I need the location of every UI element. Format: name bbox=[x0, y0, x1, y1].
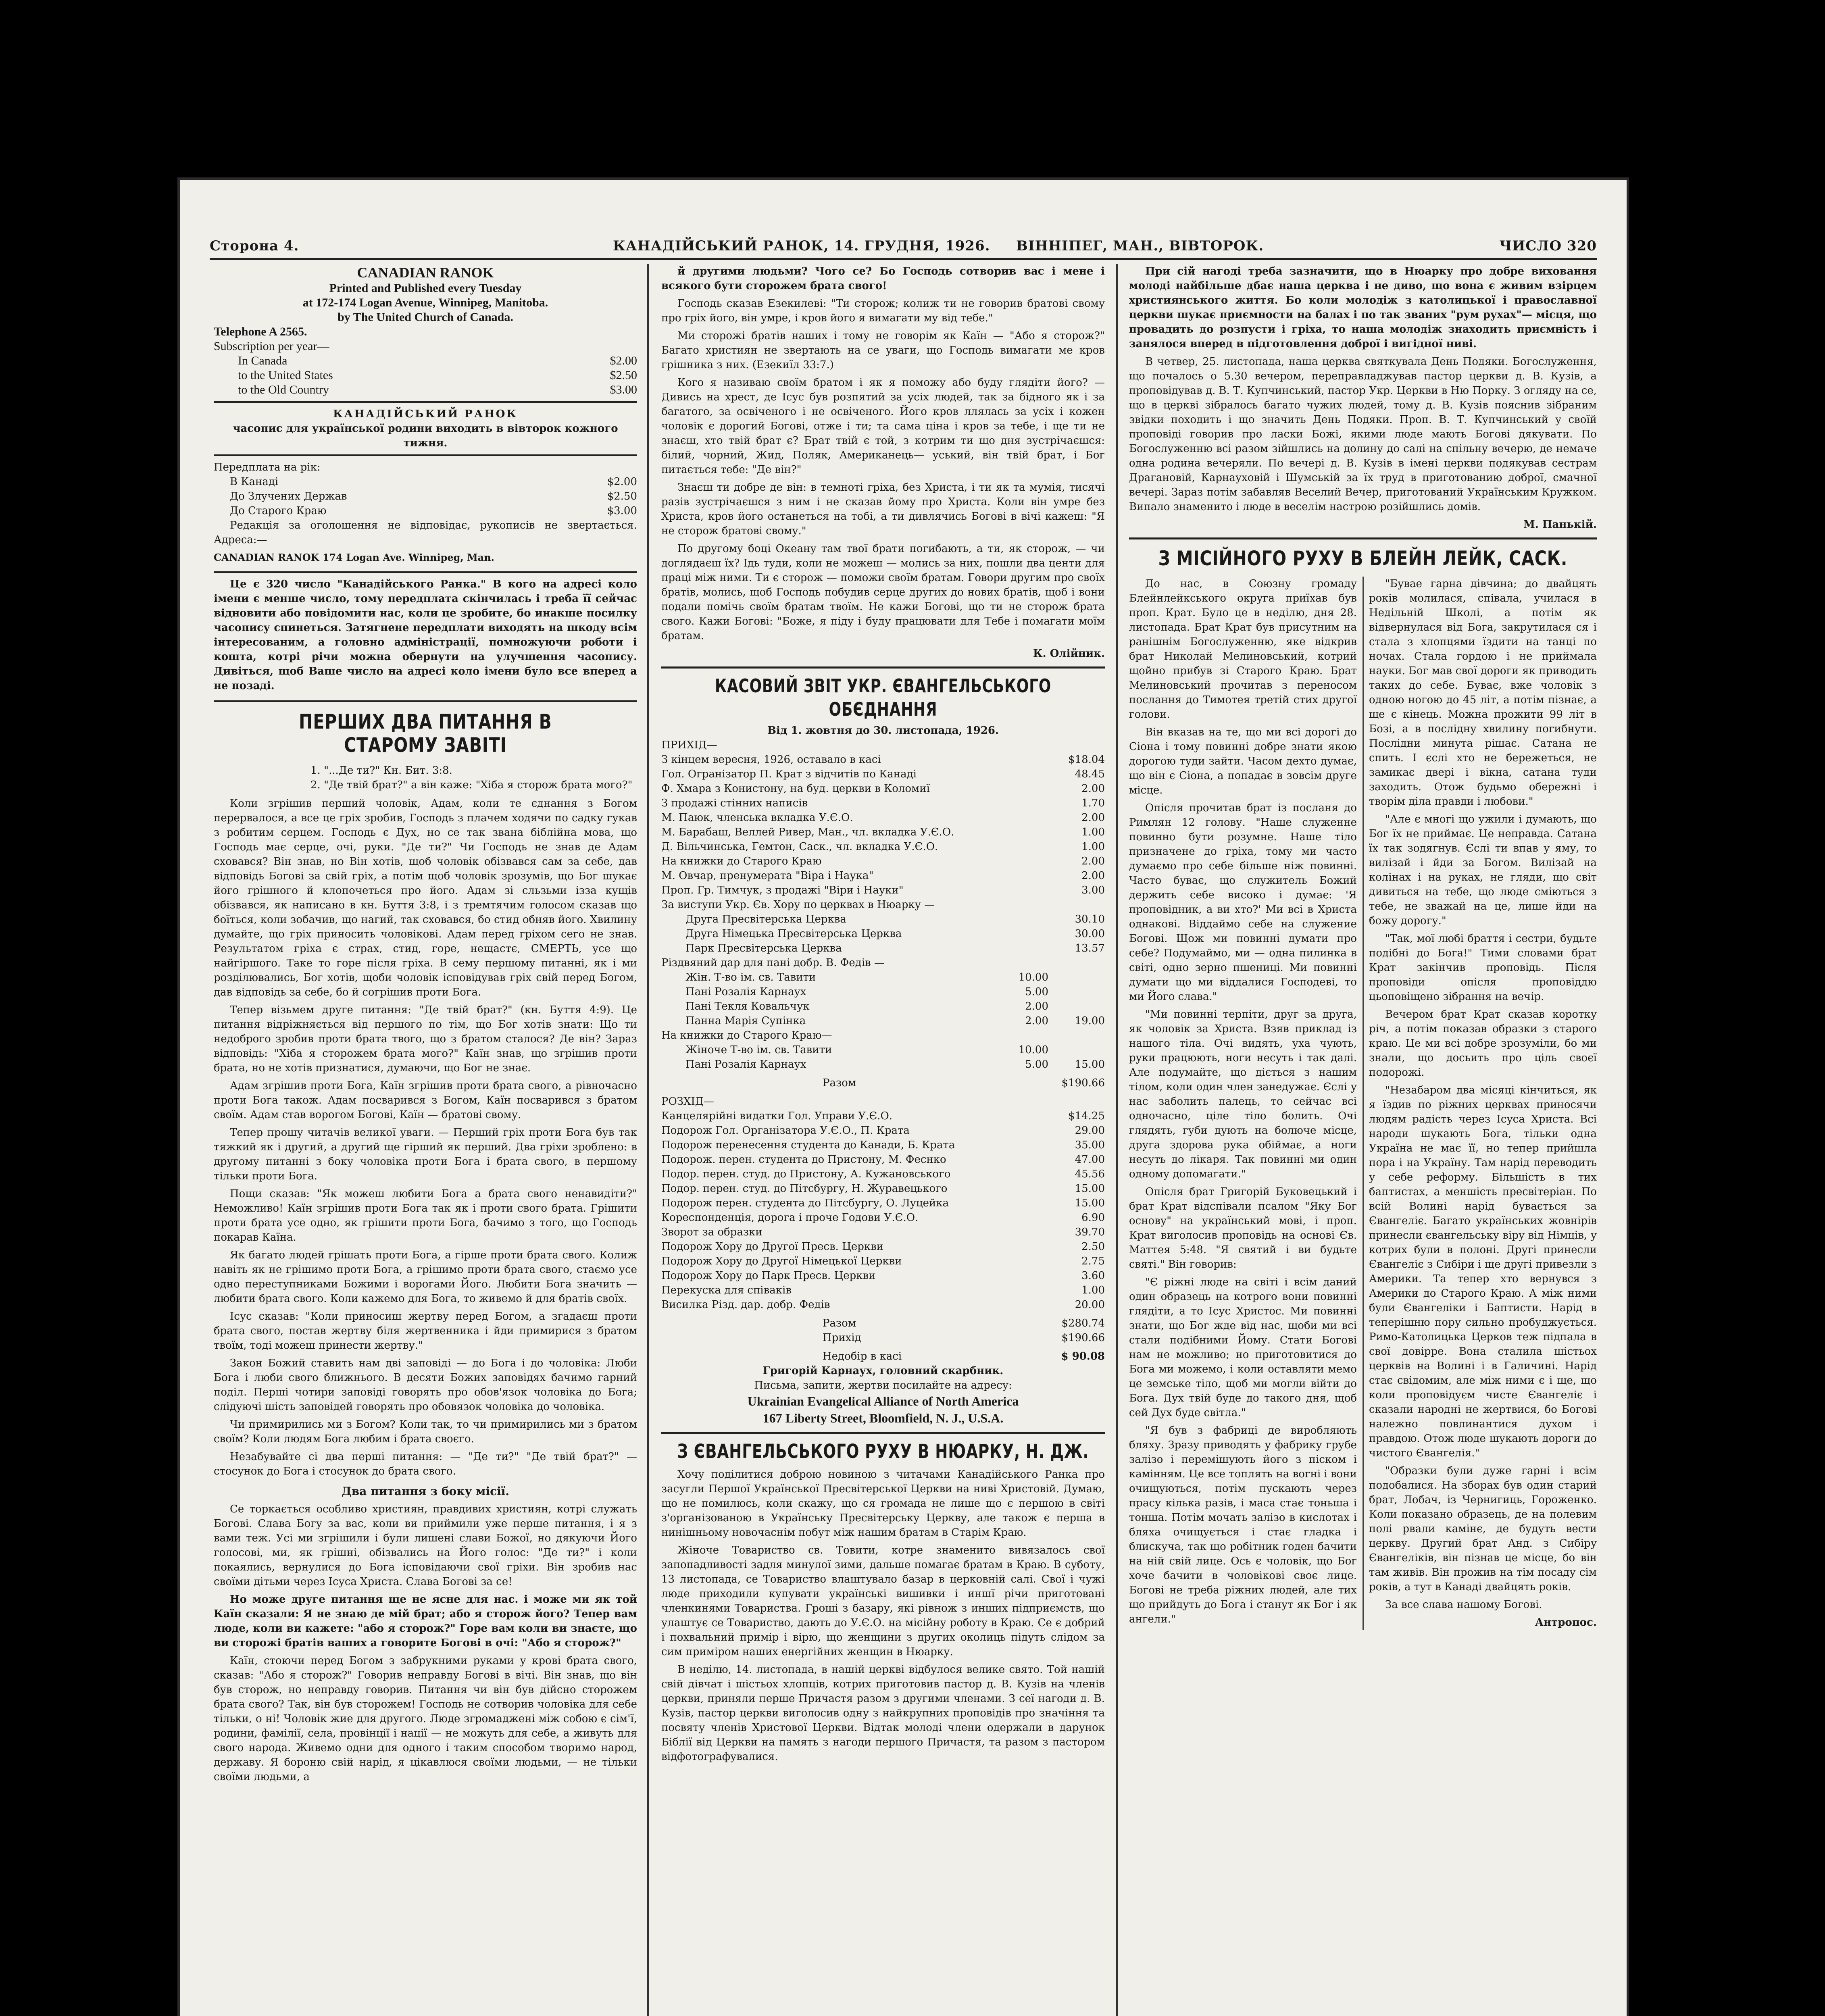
ledger-amount: 48.45 bbox=[1075, 768, 1105, 780]
ledger-label: З кінцем вересня, 1926, оставало в касі bbox=[661, 754, 881, 766]
paragraph: Но може друге питання ще не ясне для нас. і може ми як той Каїн сказали: Я не знаю де мій брат; або я сторож його? Тепер вам люде, коли ви кажете: "або я сторож?" Горе вам коли ви знаєте, що ви сторожі братів ваших а говорите Богові в очі: "Або я сторож?" bbox=[214, 1593, 637, 1649]
ledger-amount: 2.00 bbox=[1081, 870, 1105, 882]
paragraph: При сій нагоді треба зазначити, що в Нюарку про добре виховання молоді найбільше дбає наша церква і не диво, що вона є живим взірцем християнського життя. Бо коли молодіж з католицької і православної церкви шукає приємности на балах і по так званих "рум рухах"— місця, що провадить до розпусти і гріха, то наша молодіж знаходить приємність і занялося вперед в підготовлення доброї і вигідної ниві. bbox=[1129, 265, 1597, 350]
signature-antropos: Антропос. bbox=[1535, 1616, 1597, 1629]
ledger-label: Подорож перен. студента до Пітсбургу, О. Луцейка bbox=[661, 1197, 949, 1209]
ledger-row bbox=[661, 1138, 1105, 1152]
paragraph: Кого я називаю своїм братом і як я поможу або буду глядіти його? — Дивись на хрест, де Ісус був розпятий за усіх людей, так за бідного як і за багатого, за освіченого і не освіченого. Його кров ллялась за усіх і кожен чоловік є дорогий Богові, отже і ти; та сама ціна і кров за тебе, і ще ти не знаєш, хто твій брат є? Брат твій є той, з котрим ти що дня зустрічаєшся: білий, чорний, Жид, Поляк, Американець— уський, він твій брат, і Бог питається тебе: "Де він?" bbox=[661, 377, 1105, 476]
ledger-amount: 2.00 bbox=[1081, 783, 1105, 795]
ledger-amount: 3.00 bbox=[1081, 884, 1105, 896]
expense-total-row: Разом $280.74 bbox=[823, 1317, 1105, 1329]
article-title-first-two-questions: ПЕРШИХ ДВА ПИТАННЯ В СТАРОМУ ЗАВІТІ bbox=[299, 710, 552, 757]
ledger-subamount: 10.00 bbox=[1018, 971, 1048, 983]
letters-note: Письма, запити, жертви посилайте на адресу: bbox=[754, 1379, 1012, 1391]
paragraph: Опісля брат Григорій Буковецький і брат Крат відспівали псалом "Яку Бог основу" на український мові, і проп. Крат виголосив проповідь на основі Єв. Маттея 5:48. "Я святий і ви будьте святі." Він говорив: bbox=[1129, 1186, 1357, 1270]
ledger-row bbox=[661, 1043, 1105, 1057]
ledger-label: Подорож перенесення студента до Канади, Б. Крата bbox=[661, 1139, 955, 1151]
ledger-amount bbox=[1052, 970, 1105, 985]
ledger-label: За виступи Укр. Єв. Хору по церквах в Нюарку — bbox=[661, 899, 935, 911]
ledger-row bbox=[661, 1181, 1105, 1196]
ledger-label: Пані Розалія Карнаух bbox=[685, 986, 806, 998]
ledger-row bbox=[661, 1297, 1105, 1312]
ledger-row bbox=[661, 810, 1105, 825]
ledger-label: Подорож Хору до Парк Пресв. Церкви bbox=[661, 1270, 876, 1282]
ledger-label: Висилка Різд. дар. добр. Федів bbox=[661, 1299, 830, 1311]
ledger-row bbox=[661, 1268, 1105, 1283]
place-date: ВІННІПЕГ, МАН., ВІВТОРОК. bbox=[1016, 238, 1264, 254]
ledger-amount: 2.50 bbox=[1081, 1241, 1105, 1253]
ledger-row bbox=[661, 927, 1105, 941]
expense-table bbox=[661, 1109, 1105, 1312]
income-table bbox=[661, 752, 1105, 1072]
paragraph: Незабувайте сі два перші питання: — "Де ти?" "Де твій брат?" — стосунок до Бога і стосунок до брата свого. bbox=[214, 1451, 637, 1477]
ledger-amount: 13.57 bbox=[1075, 942, 1105, 954]
page-number: Сторона 4. bbox=[210, 238, 299, 254]
paragraph: "Я був з фабриці де виробляють бляху. Зразу приводять у фабрику грубе залізо і перемішують його з піском і камінням. Це все топлять на вогні і вони очищуються, потім пускають через прасу кілька разів, і маса стає тоньша і тонша. Потім мочать залізо в кислотах і бляха очищується і стає гладка і блискуча, так що робітник годен бачити на ній свій лице. Ось є чоловік, що Бог хоче бачити в чоловікові своє лице. Богові не треба ріжних людей, але тих що прийдуть до Бога і станут як Бог і як ангели." bbox=[1129, 1425, 1357, 1625]
ledger-amount: 15.00 bbox=[1075, 1058, 1105, 1070]
blaine-lake-title: З МІСІЙНОГО РУХУ В БЛЕЙН ЛЕЙК, САСК. bbox=[1158, 547, 1568, 570]
paragraph: За все слава нашому Богові. bbox=[1385, 1599, 1542, 1611]
ledger-row bbox=[661, 767, 1105, 781]
ledger-label: М. Овчар, пренумерата "Віра і Наука" bbox=[661, 870, 874, 882]
newspaper-page bbox=[177, 177, 1629, 2016]
ledger-amount bbox=[1052, 1043, 1105, 1057]
column-3 bbox=[1129, 264, 1597, 2016]
ledger-amount: 20.00 bbox=[1075, 1299, 1105, 1311]
ledger-subamount bbox=[996, 883, 1048, 898]
ledger-amount: 47.00 bbox=[1075, 1154, 1105, 1166]
ledger-subamount bbox=[996, 796, 1048, 810]
paragraph: Тепер прошу читачів великої уваги. — Перший гріх проти Бога був так тяжкий як і другий, а другий ще гірший як перший. Два гріхи зроблено: в другому питанні з боку чоловіка проти Бога і брата свого, в першому тільки проти Бога. bbox=[214, 1127, 637, 1182]
paragraph: "Так, мої любі браття і сестри, будьте подібні до Бога!" Тими словами брат Крат закінчив проповідь. Після проповіди опісля проповіддю цьоповіщено зібрання на вечір. bbox=[1369, 933, 1597, 1003]
ledger-subamount bbox=[996, 1028, 1048, 1043]
ledger-row bbox=[661, 898, 1105, 912]
paragraph: Тепер візьмем друге питання: "Де твій брат?" (кн. Буття 4:9). Це питання відріжняється від першого по тім, що Бог хотів знати: Що ти недоброго зробив проти брата твого, що з братом сталося? Де він? Зараз відповідь: "Хіба я сторожем брата мого?" Каїн знав, що згрішив проти брата, но не хотів признатися, думаючи, що Бог не знає. bbox=[214, 1004, 637, 1074]
ledger-amount bbox=[1052, 898, 1105, 912]
column-1 bbox=[214, 264, 637, 2016]
ledger-subamount bbox=[996, 781, 1048, 796]
ledger-subamount bbox=[996, 927, 1048, 941]
ledger-row bbox=[661, 956, 1105, 970]
ledger-label: Різдвяний дар для пані добр. В. Федів — bbox=[661, 957, 885, 969]
ledger-row bbox=[661, 1123, 1105, 1138]
ledger-amount: 35.00 bbox=[1075, 1139, 1105, 1151]
paragraph: й другими людьми? Чого се? Бо Господь сотворив вас і мене і всякого бути сторожем брата свого! bbox=[661, 265, 1105, 292]
ledger-label: Подор. перен. студ. до Пристону, А. Кужановського bbox=[661, 1168, 951, 1180]
paragraph: Як багато людей грішать проти Бога, а гірше проти брата свого. Колиж навіть як не грішимо проти Бога, а грішимо проти брата свого, стаємо усе одно переступниками Божими і ворогами Його. Любити Бога значить — любити брата свого. Коли кажемо для Бога, то живемо й для братів своїх. bbox=[214, 1249, 637, 1305]
paragraph: Адам згрішив проти Бога, Каїн згрішив проти брата свого, а рівночасно проти Бога також. Адам посварився з Богом, Каїн посварився з братом своїм. Адам став ворогом Богові, Каїн — братові свому. bbox=[214, 1080, 637, 1121]
paragraph: До нас, в Союзну громаду Блейнлейкського округа приїхав був проп. Крат. Було це в неділю, дня 28. листопада. Брат Крат був присутним на ранішнім Богослуженню, яке відкрив брат Николай Мелиновський, котрий щойно прибув зі Старого Краю. Брат Мелиновський прочитав з переносом послання до Тимотея третій стих другої голови. bbox=[1129, 578, 1357, 721]
ledger-label: Подор. перен. студ. до Пітсбургу, Н. Журавецького bbox=[661, 1183, 948, 1195]
ledger-amount: 29.00 bbox=[1075, 1125, 1105, 1137]
ledger-subamount bbox=[996, 868, 1048, 883]
paragraph: Господь сказав Езекилеві: "Ти сторож; колиж ти не говорив братові свому про гріх його, він умре, і кров його я вимагати му від тебе." bbox=[661, 298, 1105, 324]
paragraph: Хочу поділитися доброю новиною з читачами Канадійського Ранка про засугли Першої Української Пресвітерської Церкви на ниві Христовій. Думаю, що не помилюсь, коли скажу, що ся громада не лише що є першою в світі з'організованою в Українську Пресвітерську Церкву, але також є перша в нинішньому новочаснім побут між нашим братам в Старім Краю. bbox=[661, 1468, 1105, 1539]
paragraph: Жіноче Товариство св. Товити, котре знаменито вивязалось свої запопадливості задля минулої зими, дальше помагає братам в Краю. В суботу, 13 листопада, се Товариство влаштувало базар в церковній салі. Свої і чужі люде приходили купувати українські вишивки і иншї річи приготовані членкинями Товариства. Гроші з базару, які рівнож з инших підприємств, що улаштує се Товариство, дають до У.Є.О. на місійну роботу в Краю. Се є добрий і похвальний примір і вірю, що женщини з других околиць підуть слідом за сим приміром наших енергійних женщин в Нюарку. bbox=[661, 1544, 1105, 1658]
ledger-label: На книжки до Старого Краю— bbox=[661, 1029, 832, 1041]
ledger-row bbox=[661, 985, 1105, 999]
ledger-subamount: 10.00 bbox=[1018, 1044, 1048, 1056]
ledger-subamount bbox=[996, 810, 1048, 825]
ledger-amount: $18.04 bbox=[1068, 754, 1105, 766]
english-title: CANADIAN RANOK bbox=[357, 264, 494, 281]
ledger-row bbox=[661, 868, 1105, 883]
newark-title: З ЄВАНГЕЛЬСЬКОГО РУХУ В НЮАРКУ, Н. ДЖ. bbox=[677, 1440, 1089, 1463]
ledger-subamount: 2.00 bbox=[1025, 1000, 1048, 1012]
ledger-row bbox=[661, 1225, 1105, 1239]
epigraph-2: 2. "Де твій брат?" а він каже: "Хіба я сторож брата мого?" bbox=[310, 779, 633, 791]
ledger-amount: 1.00 bbox=[1081, 1284, 1105, 1296]
ledger-row bbox=[661, 1167, 1105, 1181]
ledger-subamount bbox=[996, 752, 1048, 767]
column-rule-1 bbox=[647, 264, 649, 2016]
ledger-subamount bbox=[996, 854, 1048, 868]
treasurer: Григорій Карнаух, головний скарбник. bbox=[762, 1365, 1004, 1377]
ledger-subamount bbox=[996, 912, 1048, 927]
issue-number: ЧИСЛО 320 bbox=[1499, 238, 1597, 254]
ledger-row bbox=[661, 1057, 1105, 1072]
cash-report-title: КАСОВИЙ ЗВІТ УКР. ЄВАНГЕЛЬСЬКОГО ОБЄДНАННЯ bbox=[715, 675, 1052, 720]
ledger-label: Перекуска для співаків bbox=[661, 1284, 792, 1296]
subscription-header: Subscription per year— bbox=[214, 339, 329, 353]
ledger-row bbox=[661, 839, 1105, 854]
ledger-amount: 3.60 bbox=[1081, 1270, 1105, 1282]
ledger-row bbox=[661, 1283, 1105, 1297]
ledger-amount: 45.56 bbox=[1075, 1168, 1105, 1180]
paragraph: Се торкається особливо християн, правдивих християн, котрі служать Богові. Слава Богу за вас, коли ви приймили уже перше питання, і я з вами теж. Усі ми згрішили і були лишені слави Божої, но дякуючи Його голосові, ми, як грішні, обізвались на Його голос: "Де ти?" і коли покаялись, вернулися до Бога ісповідаючи свої гріхи. Він зробив нас своїми дітьми через Ісуса Христа. Слава Богові за се! bbox=[214, 1503, 637, 1588]
ledger-label: Парк Пресвітерська Церква bbox=[685, 942, 842, 954]
ledger-amount: 30.10 bbox=[1075, 913, 1105, 925]
ledger-label: М. Барабаш, Веллей Ривер, Ман., чл. вкладка У.Є.О. bbox=[661, 826, 954, 838]
income-label: ПРИХІД— bbox=[661, 739, 717, 751]
ledger-label: З продажі стінних написів bbox=[661, 797, 808, 809]
ledger-row bbox=[661, 781, 1105, 796]
ledger-row bbox=[661, 1196, 1105, 1210]
paragraph: Опісля прочитав брат із посланя до Римлян 12 голову. "Наше служенне повинно бути розумне. Наше тіло призначене до гріха, тому ми часто думаємо про себе більше ніж повинні. Часто буває, що служитель Божий держить себе високо і думає: 'Я проповідник, а ви хто?' Ми всі в Христа однакові. Віддаймо себе на служение Богові. Щож ми повинні думати про себе? Подумаймо, ми — одна пилинка в світі, одно зерно пшениці. Ми повинні думати що ми віддалися Господеві, то ми Його слава." bbox=[1129, 802, 1357, 1003]
renewal-notice: Це є 320 число "Канадійського Ранка." В кого на адресі коло імени є менше число, тому передплата скінчилась і треба її сейчас відновити або повідомити нас, коли це зробите, бо инакше посилку часопису спинеться. Затягнене передплати виходять на шкоду всім інтересованим, а головно адміністрації, помножуючи роботи і кошта, котрі річи можна обернути на улучшення часопису. Дивіться, щоб Ваше число на адресі коло імени було все вперед а не позаді. bbox=[214, 578, 637, 692]
ledger-label: Пані Розалія Карнаух bbox=[685, 1058, 806, 1070]
ledger-amount: 30.00 bbox=[1075, 928, 1105, 940]
paragraph: Знаєш ти добре де він: в темноті гріха, без Христа, і ти як та мумія, тисячі разів зустрічаєшся з ним і не сказав йому про Христа. Коли він умре без Христа, кров його останеться на тобі, а ти дивлячись Богові в вічі кажеш: "Я не сторож братові свому." bbox=[661, 481, 1105, 537]
ledger-row bbox=[661, 999, 1105, 1014]
ledger-row bbox=[661, 796, 1105, 810]
ledger-row bbox=[661, 854, 1105, 868]
ledger-row bbox=[661, 1028, 1105, 1043]
editorial-note: Редакція за оголошення не відповідає, рукописів не звертається. Адреса:— bbox=[214, 519, 637, 546]
ledger-row bbox=[661, 1210, 1105, 1225]
ledger-row bbox=[661, 752, 1105, 767]
ledger-label: М. Паюк, членська вкладка У.Є.О. bbox=[661, 812, 853, 824]
ledger-subamount: 5.00 bbox=[1025, 1058, 1048, 1070]
expense-label: РОЗХІД— bbox=[661, 1095, 714, 1108]
paragraph: Пощи сказав: "Як можеш любити Бога а брата свого ненавидіти?" Неможливо! Каїн згрішив проти Бога так як і проти свого брата. Грішити проти брата усе одно, як грішити проти Бога, бачимо з того, що Господь покарав Каїна. bbox=[214, 1188, 637, 1243]
ledger-row bbox=[661, 970, 1105, 985]
ledger-amount: 6.90 bbox=[1081, 1212, 1105, 1224]
ledger-subamount bbox=[996, 898, 1048, 912]
ledger-label: Гол. Огранізатор П. Крат з відчитів по Канаді bbox=[661, 768, 917, 780]
income-repeat-row: Прихід $190.66 bbox=[823, 1332, 1105, 1344]
ledger-label: Подорож Хору до Другої Пресв. Церкви bbox=[661, 1241, 884, 1253]
ledger-amount: 1.00 bbox=[1081, 826, 1105, 838]
address-line: CANADIAN RANOK 174 Logan Ave. Winnipeg, Man. bbox=[214, 552, 495, 563]
ledger-label: Канцелярійні видатки Гол. Управи У.Є.О. bbox=[661, 1110, 893, 1122]
prepay-row: До Злучених Держав $2.50 bbox=[230, 490, 637, 502]
ledger-row bbox=[661, 941, 1105, 956]
paragraph: Каїн, стоючи перед Богом з забрукними руками у крові брата свого, сказав: "Або я сторож?" Говорив неправду Богові в вічі. Він знав, що він був сторож, но неправду говорив. Питання чи він був дійсно сторожем брата свого? Так, він був сторожем! Господь не сотворив чоловіка для себе тільки, о ні! Чоловік жие для другого. Люде згромаджені між собою є сім'ї, родини, фамілії, села, провінції і нації — не можуть для себе, а живуть для свого народа. Живемо одни для одного і таким способом творимо народ, державу. Я бороню свій нарід, я цікавлюся своїми людьми, — не тільки своїми людьми, а bbox=[214, 1655, 637, 1783]
ukrainian-title: КАНАДІЙСЬКИЙ РАНОК bbox=[333, 408, 518, 420]
ledger-subamount bbox=[996, 825, 1048, 839]
ledger-amount bbox=[1052, 1028, 1105, 1043]
ledger-subamount bbox=[996, 941, 1048, 956]
paragraph: "Ми повинні терпіти, друг за друга, як чоловік за Христа. Взяв приклад із нашого тіла. Очі видять, уха чують, руки працюють, ноги несуть і так далі. Але подумайте, що діється з нашим тілом, коли один член занедужає. Єслі у нас заболить палець, то сейчас всі одночасно, ціле тіло болить. Очі глядять, губи дують на болюче місце, друга здорова рука обіймає, а ноги несуть до лікаря. Так повинні ми один одному допомагати." bbox=[1129, 1008, 1357, 1180]
paragraph: В неділю, 14. листопада, в нашій церкві відбулося велике свято. Той нашій свій дівчат і шістьох хлопців, котрих приготовив пастор д. В. Кузів на членів церкви, приняли перше Причастя разом з другими членами. З сеї нагоди д. В. Кузів, пастор церкви виголосив одну з найкрупних проповідів про значіння та посвяту членів Христової Церкви. Відтак молоді члени одержали в дарунок Біблії від Церкви на память з нагоди першого Причастя, та разом з пастором відфотографувалися. bbox=[661, 1664, 1105, 1763]
paragraph: Закон Божий ставить нам дві заповіді — до Бога і до чоловіка: Люби Бога і люби свого ближнього. В десяти Божих заповідях бачимо гарний поділ. Перші чотири заповіді говорять про обов'язок чоловіка до Бога; слідуючі шість заповідей говорять про обовязок чоловіка до чоловіка. bbox=[214, 1357, 637, 1413]
telephone: Telephone A 2565. bbox=[214, 325, 307, 338]
ledger-subamount: 5.00 bbox=[1025, 986, 1048, 998]
deficit-row: Недобір в касі $ 90.08 bbox=[823, 1350, 1105, 1362]
ledger-amount: 15.00 bbox=[1075, 1183, 1105, 1195]
renewal-notice-box bbox=[214, 571, 637, 702]
signature-pankiy: М. Панькій. bbox=[1523, 519, 1597, 531]
ledger-label: На книжки до Старого Краю bbox=[661, 855, 822, 867]
paragraph: Ми сторожі братів наших і тому не говорім як Каїн — "Або я сторож?" Багато християн не звертають на се уваги, що Господь вимагати ме кров грішника з них. (Езекиїл 33:7.) bbox=[661, 330, 1105, 371]
ledger-label: Проп. Гр. Тимчук, з продажі "Віри і Науки" bbox=[661, 884, 904, 896]
paragraph: По другому боці Океану там твої брати погибають, а ти, як сторож, — чи доглядаєш їх? Ідь туди, коли не можеш — молись за них, пошли два центи для праці між ними. Ти є сторож — поможи своїм братам. Говори другим про своїх братів, молись, щоб Господь побудив серце других до нових братів, щоб і вони подали помічь своїм братам твоїм. Не кажи Богові, що ти не сторож брата свого. Кажи Богові: "Боже, я піду і буду працювати для Тебе і помагати моїм братам. bbox=[661, 543, 1105, 642]
ledger-row bbox=[661, 883, 1105, 898]
ledger-row bbox=[661, 1014, 1105, 1028]
subscription-row: to the United States $2.50 bbox=[238, 369, 637, 382]
ledger-amount: 1.00 bbox=[1081, 841, 1105, 853]
subscription-row: to the Old Country $3.00 bbox=[238, 383, 637, 396]
subheading-mission: Два питання з боку місії. bbox=[341, 1485, 510, 1498]
ledger-label: Жін. Т-во ім. св. Тавити bbox=[685, 971, 816, 983]
ledger-amount: 2.75 bbox=[1081, 1255, 1105, 1267]
report-period: Від 1. жовтня до 30. листопада, 1926. bbox=[767, 725, 999, 737]
income-total-row: Разом $190.66 bbox=[823, 1077, 1105, 1089]
blaine-lake-body bbox=[1129, 577, 1597, 1630]
paragraph: Вечером брат Крат сказав коротку річ, а потім показав образки з старого краю. Це ми всі добре зрозуміли, бо ми знали, що досьить про ціль своєї подорожі. bbox=[1369, 1008, 1597, 1079]
paragraph: "Образки були дуже гарні і всім подобалися. На зборах був один старий брат, Лобач, із Чернигиць, Гороженко. Коли показано образець, де на полевим полі рвали камінє, де будуть вести церкву. Другий брат Анд. з Сибіру Євангеліків, він пізнав це місце, бо він там живів. Він прожив на тім посаду сім років, а тут в Канаді двайцять років. bbox=[1369, 1465, 1597, 1593]
ledger-label: Панна Марія Супінка bbox=[685, 1015, 806, 1027]
ledger-label: Подорож Гол. Організатора У.Є.О., П. Крата bbox=[661, 1125, 910, 1137]
prepay-row: В Канаді $2.00 bbox=[230, 476, 637, 488]
english-line-2: at 172-174 Logan Avenue, Winnipeg, Manitoba. bbox=[302, 296, 548, 309]
ledger-amount: 1.70 bbox=[1081, 797, 1105, 809]
alliance-name: Ukrainian Evangelical Alliance of North America bbox=[747, 1394, 1019, 1408]
ledger-amount bbox=[1052, 985, 1105, 999]
paper-title: КАНАДІЙСЬКИЙ РАНОК, 14. ГРУДНЯ, 1926. bbox=[613, 238, 990, 254]
alliance-address: 167 Liberty Street, Bloomfield, N. J., U.S.A. bbox=[762, 1411, 1004, 1425]
paragraph: "Але є многі що ужили і думають, що Бог їх не приймає. Це неправда. Сатана їх так зодягнув. Єслі ти впав у яму, то вилізай і йди за Богом. Вилізай на колінах і на руках, не гляди, що світ дивиться на тебе, що люде сміються з тебе, не зважай на це, лише йди на божу дорогу." bbox=[1369, 813, 1597, 927]
ledger-label: Друга Німецька Пресвітерська Церква bbox=[685, 928, 902, 940]
ledger-amount bbox=[1052, 956, 1105, 970]
subscription-row: In Canada $2.00 bbox=[238, 354, 637, 367]
paragraph: "Бувае гарна дівчина; до двайцять років молилася, співала, училася в Недільній Школі, а потім як відвернулася від Бога, закрутилася ся і стала з хлопцями їздити на танці по ночах. Стала гордою і не приймала науки. Бог мав свої дороги як приводить таких до себе. Буває, вже чоловік з одною ногою до 45 літ, а потім пізнає, а ще є кінець. Можна прожити 99 літ в Бозі, а в послідну хвилину погибнути. Послідни минута рішає. Сатана не спить. І єслі хто не бережеться, не замикає двері і вікна, сатана туди заходить. Отож будьмо обережні і творім діла правди і любови." bbox=[1369, 578, 1597, 808]
ledger-subamount: 2.00 bbox=[1025, 1015, 1048, 1027]
english-line-3: by The United Church of Canada. bbox=[338, 310, 513, 324]
ledger-row bbox=[661, 1109, 1105, 1123]
paragraph: "Незабаром два місяці кінчиться, як я їздив по ріжних церквах приносячи людям радість через Ісуса Христа. Всі народи шукають Бога, тільки одна Україна не має її, но тепер прийшла пора і на Україну. Там нарід переводить у себе реформу. Більшість в тих баптистах, а меншість пресвітеріан. По всій Волині нарід бувається за Євангеліє. Багато українських жовнірів принесли євангельську віру від Німців, у котрих були в полоні. Другі принесли Євангеліє з Сибіри і ще другі привезли з Америки. Та тепер хто вернувся з Америки до Старого Краю. А між ними були Євангеліки і Баптисти. Нарід в теперішню пору сильно пробуджується. Римо-Католицька Церков теж підпала в свої довірре. Вона сталила шістьох церквів на Волині і в Галичині. Нарід стає свідомим, але між ними є і ще, що коли проповідуєм чисте Євангеліє і сказали народні не жертвися, бо Богові належно повлинантися духом і правдою. Отож люде шукають дороги до чистого Євангелія." bbox=[1369, 1084, 1597, 1459]
ledger-row bbox=[661, 825, 1105, 839]
ledger-label: Д. Вільчинська, Гемтон, Саск., чл. вкладка У.Є.О. bbox=[661, 841, 938, 853]
signature-oliynyk: К. Олійник. bbox=[1033, 648, 1105, 660]
ledger-subamount bbox=[996, 956, 1048, 970]
ledger-subamount bbox=[996, 767, 1048, 781]
ledger-label: Ф. Хмара з Конистону, на буд. церкви в Коломиї bbox=[661, 783, 930, 795]
ledger-amount: 19.00 bbox=[1075, 1015, 1105, 1027]
ledger-label: Кореспонденція, дорога і проче Годови У.Є.О. bbox=[661, 1212, 919, 1224]
ledger-amount: 2.00 bbox=[1081, 855, 1105, 867]
ledger-label: Жіноче Т-во ім. св. Тавити bbox=[685, 1044, 832, 1056]
prepay-row: До Старого Краю $3.00 bbox=[230, 505, 637, 517]
ledger-label: Друга Пресвітерська Церква bbox=[685, 913, 846, 925]
masthead bbox=[210, 234, 1597, 260]
ledger-amount: 15.00 bbox=[1075, 1197, 1105, 1209]
paragraph: "Є ріжні люде на світі і всім даний один образець на котрого вони повинні глядіти, а то Ісус Христос. Ми повинні знати, що Бог жде від нас, щоби ми всі стали подібними Йому. Стати Богові нам не можливо; но приготовитися до Бога ми можемо, і коли оставляти мемо це земське тіло, щоб ми могли війти до Бога. Дух твій буде до такого дня, щоб сей Дух буде світла." bbox=[1129, 1276, 1357, 1419]
ledger-row bbox=[661, 912, 1105, 927]
ledger-amount: 39.70 bbox=[1075, 1226, 1105, 1238]
ledger-label: Подорож Хору до Другої Німецької Церкви bbox=[661, 1255, 902, 1267]
epigraph-1: 1. "...Де ти?" Кн. Бит. 3:8. bbox=[310, 764, 452, 777]
prepay-header: Передплата на рік: bbox=[214, 461, 321, 473]
paragraph: Коли згрішив перший чоловік, Адам, коли те єднання з Богом перервалося, а все це гріх зробив, Господь з плачем ходячи по садку гукав з робитим серцем. Господь є Дух, но се так звана біблійна мова, що Господь має серце, очі, руки. "Де ти?" Чи Господь не знав де Адам сховався? Він знав, но Він хотів, щоб чоловік обізвався сам за себе, дав відповідь Богові за свій гріх, а потім щоб чоловік зрозумів, що Бог шукає його грішного й клопочеться про його. Адам зі сльзьми ізза кущів обізвався, як написано в кн. Буття 3:8, і з тремтячим голосом сказав що боїться, коли зобачив, що нагий, так сховався, бо стид обняв його. Хвилину думайте, що гріх приносить чоловікові. Адам перед гріхом сего не знав. Результатом гріха є страх, стид, горе, нещастє, СМЕРТЬ, усе що найгіршого. Таке то горе після гріха. В сему першому питанні, як і ми розділювались, Бог хотів, щоби чоловік ісповідував гріх свій перед Богом, дав відповідь за себе, бо й согрішив проти Бога. bbox=[214, 798, 637, 998]
ledger-label: Зворот за образки bbox=[661, 1226, 762, 1238]
ledger-label: Пані Текля Ковальчук bbox=[685, 1000, 810, 1012]
paragraph: В четвер, 25. листопада, наша церква святкувала День Подяки. Богослуження, що почалось о 5.30 вечером, переправладжував пастор церкви д. В. Кузів, а проповідував д. В. Т. Купчинський, пастор Укр. Церкви в Ню Порку. З огляду на се, що в церкві зібралось багато чужих людей, тому д. В. Кузів пояснив зібраним звідки походить і що значить День Подяки. Проп. В. Т. Купчинський у своїй проповіді говорив про ласки Божі, якими люде мають Богові дякувати. По Богослуженню всі разом зійшлись на долину до салі на спільну вечерю, де немаче одна родина вечеряли. По вечері д. В. Кузів в імені церкви подякував сестрам Драгановій, Карнауховій і Шумській за їх труд в приготованию доброї, смачної вечері. Зараз потім забавляв Веселий Вечер, приготований Українським Кружком. Випало знаменито і люде в веселім настрою розійшлись домів. bbox=[1129, 356, 1597, 513]
column-rule-2 bbox=[1116, 264, 1118, 2016]
ukrainian-info-box bbox=[214, 401, 637, 456]
ledger-row bbox=[661, 1152, 1105, 1167]
english-line-1: Printed and Published every Tuesday bbox=[329, 281, 522, 295]
ledger-subamount bbox=[996, 839, 1048, 854]
ledger-amount: $14.25 bbox=[1068, 1110, 1105, 1122]
paragraph: Ісус сказав: "Коли приносиш жертву перед Богом, а згадаєш проти брата свого, постав жертву біля жертвенника і йди примирися з братом твоїм, тоді можеш принести жертву." bbox=[214, 1310, 637, 1352]
ledger-amount: 2.00 bbox=[1081, 812, 1105, 824]
paragraph: Чи примирились ми з Богом? Коли так, то чи примирились ми з братом своїм? Коли людям Бога любим і брата своєго. bbox=[214, 1418, 637, 1445]
ledger-row bbox=[661, 1239, 1105, 1254]
ledger-amount bbox=[1052, 999, 1105, 1014]
ledger-row bbox=[661, 1254, 1105, 1268]
ukrainian-subtitle: часопис для української родини виходить в вівторок кожного тижня. bbox=[233, 423, 618, 449]
paragraph: Він вказав на те, що ми всі дорогі до Сіона і тому повинні добре знати якою дорогою туди зайти. Часом дехто думає, що він є Сіона, а попадає в зовсім друге місце. bbox=[1129, 726, 1357, 796]
ledger-label: Подорож. перен. студента до Пристону, М. Феснко bbox=[661, 1154, 946, 1166]
column-2 bbox=[661, 264, 1105, 2016]
